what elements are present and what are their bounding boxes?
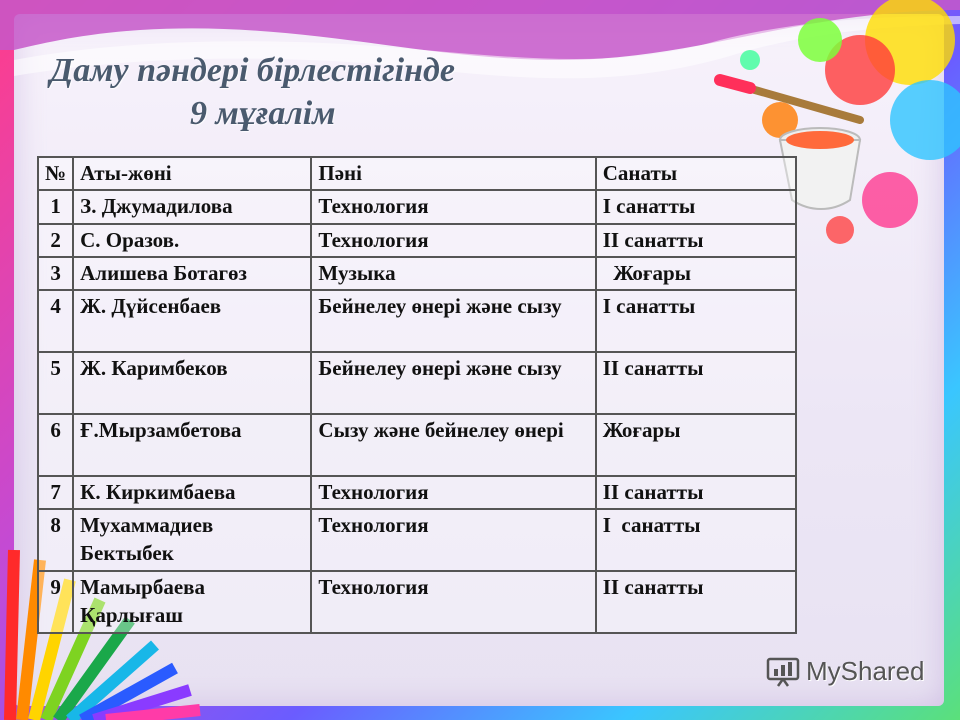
row-number: 8 bbox=[38, 509, 73, 571]
row-subject: Музыка bbox=[311, 257, 595, 290]
row-category: ІІ санатты bbox=[596, 571, 796, 633]
row-name: Мухаммадиев Бектыбек bbox=[73, 509, 311, 571]
row-category: Жоғары bbox=[596, 257, 796, 290]
row-category: І санатты bbox=[596, 509, 796, 571]
row-number: 9 bbox=[38, 571, 73, 633]
row-category: ІІ санатты bbox=[596, 476, 796, 509]
row-subject: Технология bbox=[311, 571, 595, 633]
slide-title bbox=[50, 50, 570, 135]
row-subject: Бейнелеу өнері және сызу bbox=[311, 352, 595, 414]
teachers-table bbox=[37, 156, 797, 634]
row-category: ІІ санатты bbox=[596, 224, 796, 257]
title-line-2: 9 мұғалім bbox=[190, 94, 336, 132]
header-category: Санаты bbox=[596, 157, 796, 190]
row-number: 3 bbox=[38, 257, 73, 290]
row-name: Ж. Дүйсенбаев bbox=[73, 290, 311, 352]
table-row bbox=[38, 257, 796, 290]
table-row bbox=[38, 290, 796, 352]
table-row bbox=[38, 190, 796, 223]
row-category: І санатты bbox=[596, 290, 796, 352]
row-category: Жоғары bbox=[596, 414, 796, 476]
row-subject: Сызу және бейнелеу өнері bbox=[311, 414, 595, 476]
row-number: 1 bbox=[38, 190, 73, 223]
table-row bbox=[38, 509, 796, 571]
row-name: С. Оразов. bbox=[73, 224, 311, 257]
row-subject: Технология bbox=[311, 509, 595, 571]
row-category: І санатты bbox=[596, 190, 796, 223]
row-subject: Технология bbox=[311, 476, 595, 509]
row-number: 6 bbox=[38, 414, 73, 476]
table-row bbox=[38, 476, 796, 509]
header-number: № bbox=[38, 157, 73, 190]
title-line-1: Даму пәндері бірлестігінде bbox=[50, 52, 455, 89]
table-row bbox=[38, 224, 796, 257]
header-name: Аты-жөні bbox=[73, 157, 311, 190]
row-name: Алишева Ботагөз bbox=[73, 257, 311, 290]
row-name: Ғ.Мырзамбетова bbox=[73, 414, 311, 476]
row-subject: Технология bbox=[311, 224, 595, 257]
row-subject: Бейнелеу өнері және сызу bbox=[311, 290, 595, 352]
row-category: ІІ санатты bbox=[596, 352, 796, 414]
row-name: З. Джумадилова bbox=[73, 190, 311, 223]
row-subject: Технология bbox=[311, 190, 595, 223]
header-subject: Пәні bbox=[311, 157, 595, 190]
row-name: Мамырбаева Қарлығаш bbox=[73, 571, 311, 633]
table-header-row bbox=[38, 157, 796, 190]
logo-text: MyShared bbox=[806, 656, 925, 686]
myshared-logo bbox=[766, 656, 925, 687]
row-number: 4 bbox=[38, 290, 73, 352]
table-row bbox=[38, 571, 796, 633]
row-name: Ж. Каримбеков bbox=[73, 352, 311, 414]
row-number: 2 bbox=[38, 224, 73, 257]
table-row bbox=[38, 352, 796, 414]
row-number: 5 bbox=[38, 352, 73, 414]
row-name: К. Киркимбаева bbox=[73, 476, 311, 509]
table-row bbox=[38, 414, 796, 476]
row-number: 7 bbox=[38, 476, 73, 509]
chart-screen-icon bbox=[766, 657, 800, 687]
